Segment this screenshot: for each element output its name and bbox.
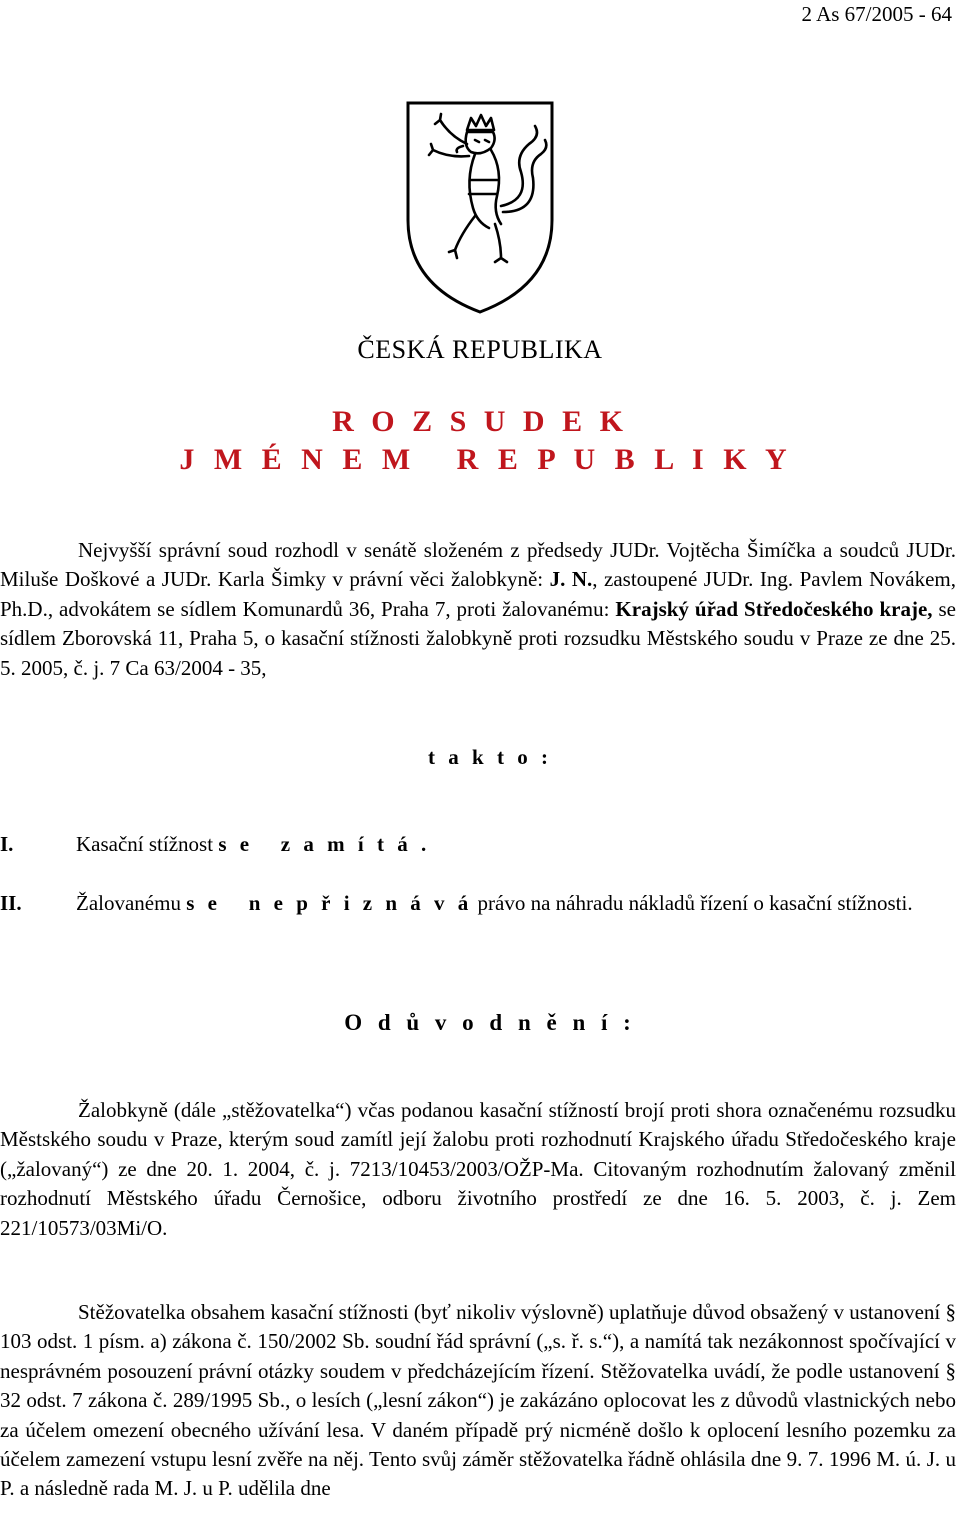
operative-heading: t a k t o : [428, 745, 552, 769]
verdict-title: R O Z S U D E K [332, 405, 628, 438]
ruling-number: II. [0, 891, 22, 915]
reasoning-heading: O d ů v o d n ě n í : [344, 1010, 636, 1035]
reasoning-paragraph-2: Stěžovatelka obsahem kasační stížnosti (byť nikoliv výslovně) uplatňuje důvod obsažený v ustanovení § 103 odst. 1 písm. a) zákona č. 150/2002 Sb. soudní řád správní („s. ř. s.“), a namítá tak nezákonnost spočívající v nesprávném posouzení právní otázky soudem v předcházejícím řízení. Stěžovatelka uvádí, že podle ustanovení § 32 odst. 7 zákona č. 289/1995 Sb., o lesích („lesní zákon“) je zakázáno oplocovat les z důvodů vlastnických nebo za účelem omezení obecného užívání lesa. V daném případě prý nicméně došlo k oplocení lesního pozemku za účelem zamezení vstupu lesní zvěře na něj. Tento svůj záměr stěžovatelka řádně ohlásila dne 9. 7. 1996 M. ú. J. u P. a následně rada M. J. u P. udělila dne [0, 1300, 956, 1501]
ruling-number: I. [0, 832, 14, 856]
case-number: 2 As 67/2005 - 64 [801, 2, 952, 26]
ruling-text-end: právo na náhradu nákladů řízení o kasační stížnosti. [472, 891, 913, 915]
reasoning-paragraph-1: Žalobkyně (dále „stěžovatelka“) včas podanou kasační stížností brojí proti shora označenému rozsudku Městského soudu v Praze, kterým soud zamítl její žalobu proti rozhodnutí Krajského úřadu Středočeského kraje („žalovaný“) ze dne 20. 1. 2004, č. j. 7213/10453/2003/OŽP-Ma. Citovaným rozhodnutím žalovaný změnil rozhodnutí Městského úřadu Černošice, odboru životního prostředí ze dne 16. 5. 2003, č. j. Zem 221/10573/03Mi/O. [0, 1098, 956, 1240]
verdict-subtitle: J M É N E M R E P U B L I K Y [179, 443, 793, 476]
ruling-text: Kasační stížnost [76, 832, 219, 856]
country-heading: ČESKÁ REPUBLIKA [357, 335, 603, 364]
intro-text-3: se sídlem Zborovská 11, Praha 5, o kasační stížnosti žalobkyně proti rozsudku Městského soudu v Praze ze dne 25. 5. 2005, č. j. 7 Ca 63/2004 - 35, [0, 596, 957, 680]
intro-text-2: , zastoupené JUDr. Ing. Pavlem Novákem, Ph.D., advokátem se sídlem Komunardů 36, Praha 7, proti žalovanému: [0, 567, 956, 621]
ruling-verb: s e n e p ř i z n á v á [186, 891, 473, 915]
intro-paragraph [0, 536, 956, 683]
plaintiff-name: J. N. [549, 567, 593, 592]
ruling-verb: s e z a m í t á . [218, 832, 431, 856]
intro-text-1: Nejvyšší správní soud rozhodl v senátě složeném z předsedy JUDr. Vojtěcha Šimíčka a soudců JUDr. Miluše Doškové a JUDr. Karla Šimky v právní věci žalobkyně: [0, 538, 956, 592]
ruling-text: Žalovanému [76, 891, 187, 915]
czech-lion-coat-of-arms-icon [405, 100, 555, 315]
defendant-name: Krajský úřad Středočeského kraje, [615, 596, 933, 621]
